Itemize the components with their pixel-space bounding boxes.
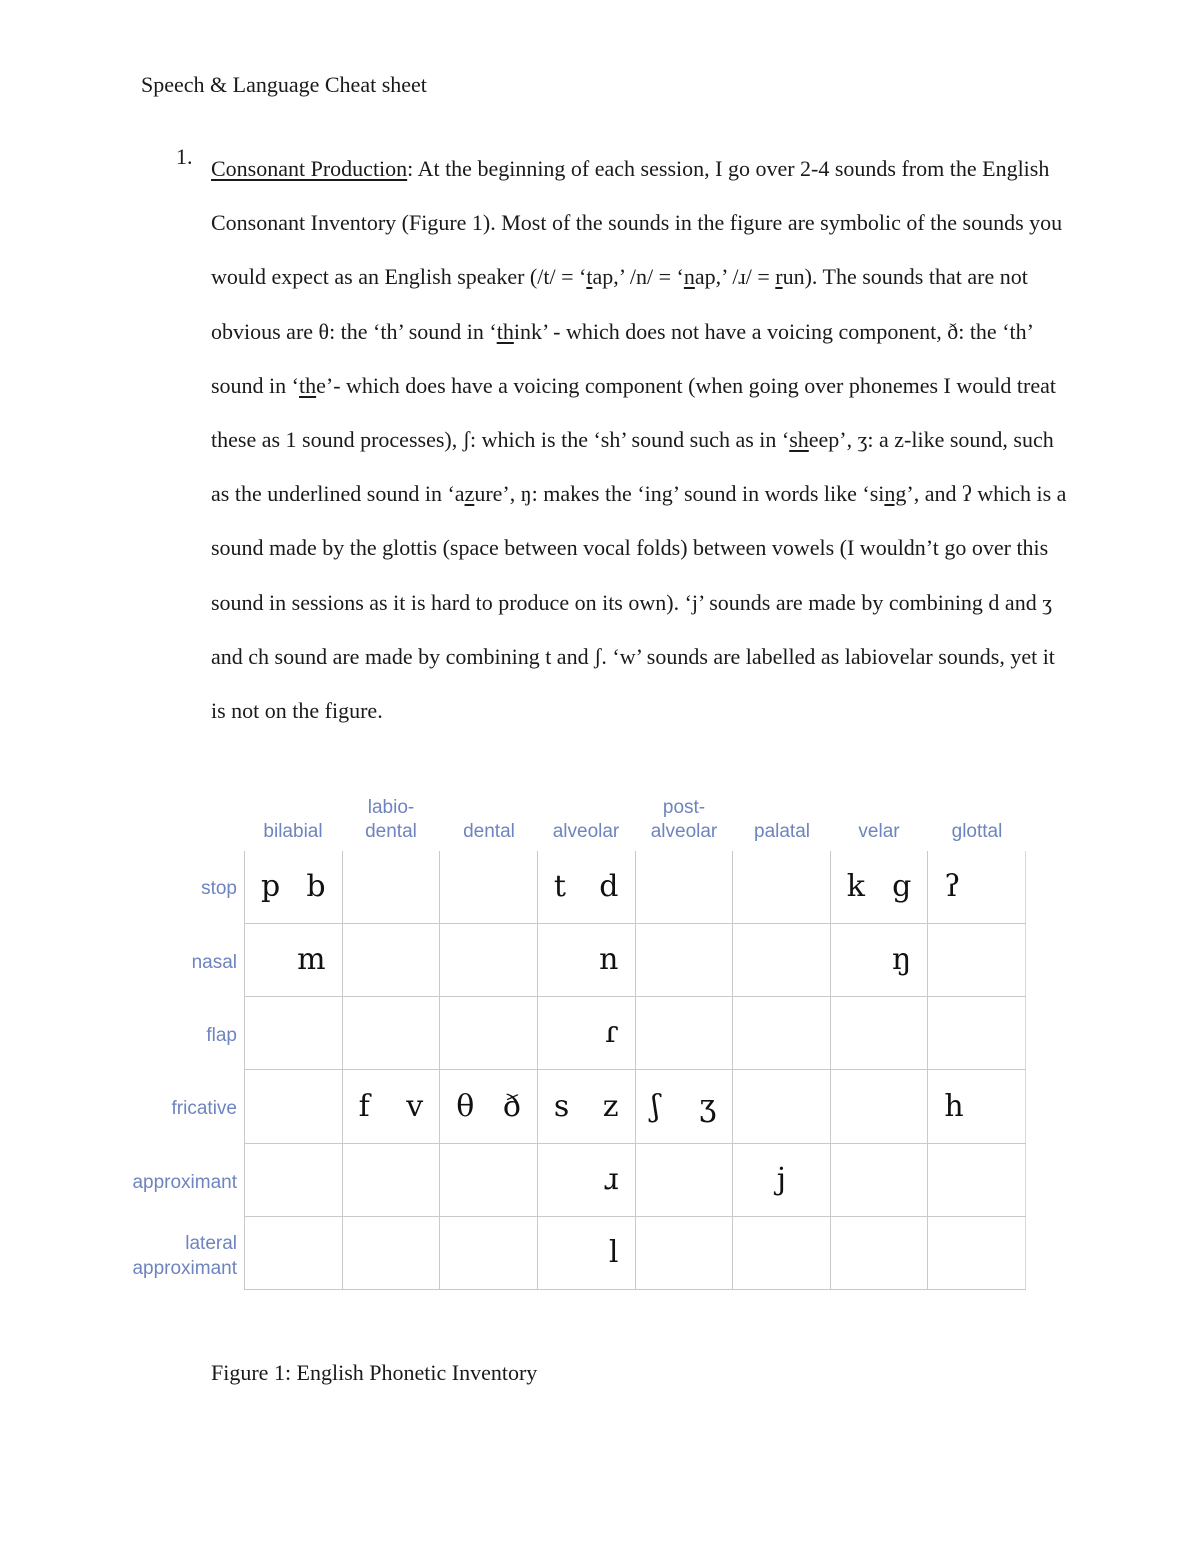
row-lateral-approximant: [245, 1216, 1026, 1289]
cell: [635, 997, 733, 1070]
row-nasal: [245, 924, 1026, 997]
cell: [342, 997, 440, 1070]
cell: [635, 1143, 733, 1216]
cell: [830, 1216, 928, 1289]
underlined-letter: n: [683, 264, 695, 290]
cell: [830, 1070, 928, 1143]
row-label-nasal: nasal: [191, 952, 237, 973]
document-title: Speech & Language Cheat sheet: [141, 72, 427, 97]
underlined-letter: t: [586, 264, 593, 290]
underlined-letter: z: [464, 481, 475, 507]
col-label-labiodental: labio- dental: [365, 797, 417, 842]
ipa-symbol: ð: [502, 1088, 521, 1124]
paragraph-text: ink’ - which does not have a voicing component, ð: the ‘th’ sound in ‘: [211, 318, 1033, 398]
cell: [342, 924, 440, 997]
cell: [733, 997, 831, 1070]
paragraph-text: ure’, ŋ: makes the ‘ing’ sound in words like ‘si: [474, 481, 885, 507]
ipa-symbol: s: [553, 1088, 570, 1124]
section-heading: Consonant Production: [211, 156, 408, 181]
cell: [342, 851, 440, 924]
cell: [830, 851, 928, 924]
cell: [440, 1143, 538, 1216]
ipa-symbol: k: [846, 869, 865, 905]
underlined-letter: th: [496, 318, 514, 344]
cell: [440, 997, 538, 1070]
row-label-stop: stop: [201, 878, 237, 899]
ipa-symbol: v: [406, 1088, 424, 1124]
cell: [537, 1216, 635, 1289]
cell: [733, 851, 831, 924]
ipa-symbol: θ: [456, 1088, 475, 1124]
cell: [733, 1216, 831, 1289]
col-label-postalveolar: post- alveolar: [650, 797, 718, 842]
cell: [830, 997, 928, 1070]
paragraph-text: : At the beginning of each session, I go over 2-4 sounds from the English Consonant Inventory (Figure 1). Most of the sounds in the figure are symbolic of the sounds you would expect as an English speaker (/t/ = ‘: [211, 156, 1063, 290]
ipa-symbol: l: [608, 1234, 619, 1270]
row-label-approximant: approximant: [132, 1172, 237, 1193]
ipa-symbol: g: [892, 869, 912, 905]
cell: [928, 851, 1026, 924]
row-stop: [245, 851, 1026, 924]
underlined-letter: r: [775, 264, 783, 290]
cell: [830, 1143, 928, 1216]
cell: [537, 1143, 635, 1216]
consonant-production-paragraph: [211, 142, 1071, 738]
ipa-symbol: t: [553, 869, 566, 905]
row-fricative: [245, 1070, 1026, 1143]
cell: [342, 1216, 440, 1289]
cell: [440, 924, 538, 997]
cell: [245, 997, 343, 1070]
ipa-symbol: ŋ: [892, 942, 912, 978]
ipa-symbol: d: [599, 869, 619, 905]
cell: [342, 1143, 440, 1216]
underlined-letter: sh: [789, 427, 809, 453]
cell: [928, 997, 1026, 1070]
paragraph-text: eep’, ʒ: a z-like sound, such as the underlined sound in ‘a: [211, 427, 1054, 507]
cell: [537, 851, 635, 924]
ipa-symbol: ʃ: [651, 1088, 660, 1124]
cell: [635, 1216, 733, 1289]
paragraph-text: un). The sounds that are not obvious are θ: the ‘th’ sound in ‘: [211, 264, 1028, 344]
col-label-palatal: palatal: [754, 821, 810, 842]
row-approximant: [245, 1143, 1026, 1216]
cell: [635, 851, 733, 924]
ipa-symbol: z: [602, 1088, 619, 1124]
cell: [928, 924, 1026, 997]
ipa-symbol: b: [306, 869, 326, 905]
cell: [245, 924, 343, 997]
cell: [245, 1070, 343, 1143]
ipa-symbol: j: [776, 1161, 787, 1197]
cell: [733, 924, 831, 997]
row-label-fricative: fricative: [171, 1098, 237, 1119]
paragraph-text: e’- which does have a voicing component (when going over phonemes I would treat these as 1 sound processes), ʃ: which is the ‘sh’ sound such as in ‘: [211, 372, 1056, 453]
col-label-alveolar: alveolar: [552, 821, 620, 842]
cell: [635, 1070, 733, 1143]
paragraph-text: ap,’ /ɹ/ =: [694, 264, 776, 290]
cell: [440, 1216, 538, 1289]
cell: [733, 1143, 831, 1216]
ipa-symbol: ʔ: [944, 869, 961, 905]
cell: [245, 1216, 343, 1289]
ipa-symbol: ɾ: [604, 1015, 619, 1051]
col-label-bilabial: bilabial: [263, 821, 323, 842]
paragraph-text: ap,’ /n/ = ‘: [592, 264, 684, 290]
ipa-symbol: n: [599, 942, 619, 978]
list-number: 1.: [176, 144, 193, 169]
cell: [440, 1070, 538, 1143]
ipa-symbol: p: [261, 869, 281, 905]
ipa-symbol: ɹ: [603, 1161, 619, 1197]
ipa-symbol: m: [297, 942, 326, 978]
row-label-flap: flap: [206, 1025, 237, 1046]
cell: [733, 1070, 831, 1143]
cell: [635, 924, 733, 997]
cell: [537, 997, 635, 1070]
paragraph-text: ’, and ʔ which is a sound made by the glottis (space between vocal folds) between vowels (I wouldn’t go over this sound in sessions as it is hard to produce on its own). ‘j’ sounds are made by combining d and ʒ and ch sound are made by combining t and ʃ. ‘w’ sounds are labelled as labiovelar sounds, yet it is not on the figure.: [211, 481, 1067, 724]
col-label-glottal: glottal: [951, 821, 1003, 842]
cell: [830, 924, 928, 997]
underlined-letter: th: [299, 372, 317, 398]
row-flap: [245, 997, 1026, 1070]
ipa-symbol: ʒ: [699, 1088, 717, 1124]
cell: [928, 1216, 1026, 1289]
ipa-symbol: f: [358, 1088, 370, 1124]
chart-grid: [244, 851, 1026, 1290]
cell: [928, 1143, 1026, 1216]
cell: [342, 1070, 440, 1143]
underlined-letter: ng: [884, 481, 907, 507]
cell: [537, 924, 635, 997]
cell: [537, 1070, 635, 1143]
cell: [440, 851, 538, 924]
figure-caption: Figure 1: English Phonetic Inventory: [211, 1360, 538, 1385]
cell: [245, 851, 343, 924]
cell: [928, 1070, 1026, 1143]
col-label-velar: velar: [858, 821, 900, 842]
ipa-symbol: h: [944, 1088, 964, 1124]
cell: [245, 1143, 343, 1216]
col-label-dental: dental: [463, 821, 515, 842]
row-label-lateral-approximant: lateral approximant: [132, 1233, 237, 1279]
